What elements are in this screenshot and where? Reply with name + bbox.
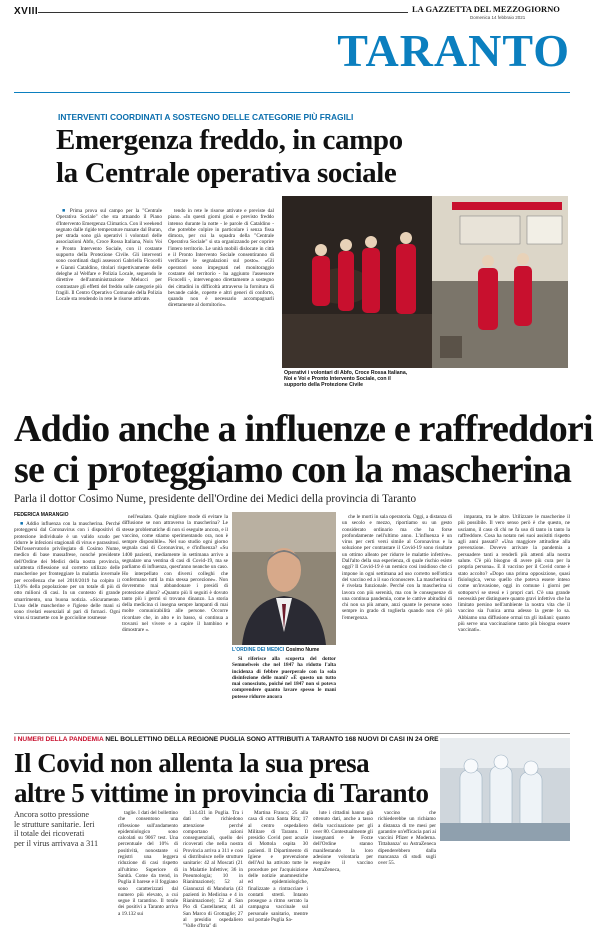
sidebar-line-2: le strutture sanitarie. Ieri <box>14 819 95 829</box>
section-rule <box>14 92 570 93</box>
volunteers-illustration <box>282 196 568 368</box>
article2-subheadline: Parla il dottor Cosimo Nume, presidente dell'Ordine dei Medici della provincia di Taranto <box>14 493 417 505</box>
nurses-team-photo <box>440 738 570 841</box>
article3-sidebar <box>14 810 110 848</box>
article2-col1-text: Addio influenza con la mascherina. Perché proteggersi dal Coronavirus con i dispositivi di protezione individuale è un valido scudo per ridurre le infezioni stagionali di virus e parassitosi. Dell'osservatorio privilegiato di Cosimo Nume, medico di base massafrese, nonché presidente dell'Ordine dei Medici della nostra provincia, un'attenta riflessione sul corretto utilizzo delle mascherine per fronteggiare la malattia invernale per eccellenza che nel 2018/2019 ha colpito il 13,6% della popolazione per un totale di più di otto milioni di casi. In un contesto di grande smarrimento, una buona notizia. «Sicuramente. L'uso delle mascherine e l'igiene delle mani si sono rivelati essenziali al pari di fornaci. Ogni virus si trasmette con le goccioline rosmesse <box>14 521 120 622</box>
article3-col6 <box>378 810 437 867</box>
article3-divider <box>14 733 570 734</box>
article3-col2-text: taglie. I dati del bollettino che consentono una riflessione sull'andamento epidemiologico sono calcolati su 9067 test. Una percentuale del 10% di positività, nonostante si registri una leggera riduzione di casi rispetto all'ultimo Superiore di Sanità. Come da trend, in Puglia il barese e il foggiano sono caratterizzati dal numero più elevato, a cui segue il tarantino. Il totale dei positivi a Taranto arriva a 19.132 sui <box>118 810 178 917</box>
article2-col5-text: imparata, tra le altre. Utilizzare le mascherine il più possibile. Il vero senso però è che questo, ne usciamo, il caso di chi ne fa uso di tanto in tanto la raffreddore. Cosa ha notato nei suoi assistiti rispetto agli anni passati? «Una maggiore attitudine alla prevenzione. Dovevo arrivare la pandemia a persuadere tanti a renderli più attenti alla nostra salute. C'è più bisogno di avere più cura per la propria persona». E il vaccino per il Covid come è stato accolto? «Dopo una prima opposizione, quasi fisiologica, verso quello che poteva essere inteso come un'invasione, oggi in comune i giorni per sottoporvi se stessi e i propri cari. C'è una grande necessità per distinguere quanto gravi infettivo che ha limitato persino nell'ambiente la nostra vita che il vaccino sia l'unica arma adesso la gente lo sa. Abbiamo una diffusione ormai tra gli italiani: quanto più serve una vaccinazione tanto più bisogna essere vaccinati». <box>458 514 570 634</box>
sidebar-line-3: il totale dei ricoverati <box>14 829 85 838</box>
article2-col3-text: Si riferisce alla scoperta del dottor Semmelweis che nel 1847 ha ridotto l'alta incidenza di febbre puerperale con la sola disinfezione delle mani? «È questo un tutto mai conosciuto, poiché nel 1847 non si poteva comprendere quanto lavare spesso le mani potesse ridurre ancora <box>232 656 336 700</box>
article2-col3 <box>232 656 336 730</box>
nurses-illustration <box>440 738 570 841</box>
article2-byline: FEDERICA MARANGIO <box>14 512 69 518</box>
page-number: XVIII <box>14 6 39 17</box>
article2-col2 <box>122 514 228 730</box>
article3-col4 <box>248 810 308 924</box>
caption-name: Cosimo Nume <box>285 647 320 653</box>
article3-col4-text: Martina Franca; 25 alla casa di cura Santa Rita; 17 al centro ospedaliero Militare di Taranto. Il presidio Covid post acuzie di Mottola ospita 30 pazienti. Il Dipartimento di Igiene e prevenzione dell'Asl ha attivato tutte le procedure per l'acquisizione delle notizie anamnestiche ed epidemiologiche, finalizzate a rintracciare i contatti stretti. Intanto prosegue a ritmo serrato la campagna vaccinale sul personale sanitario, mentre sul portale Puglia Sa- <box>248 810 308 924</box>
article1-headline-line2: la Centrale operativa sociale <box>56 157 397 189</box>
sidebar-line-1: Ancora sotto pressione <box>14 810 90 819</box>
newspaper-name: LA GAZZETTA DEL MEZZOGIORNO <box>412 4 560 14</box>
article2-col5 <box>458 514 570 730</box>
section-title: TARANTO <box>337 25 570 76</box>
issue-date: Domenica 14 febbraio 2021 <box>470 15 526 20</box>
doctor-portrait-photo <box>232 512 336 645</box>
article1-col1-text: Prima prova sul campo per la "Centrale Operativa Sociale" che sta attuando il Piano d'Intervento Emergenza Climatica. Con il weekend segnato dalle rigide temperature manate dal Buran, per strada sono già operativi i volontari delle associazioni Abfo, Croce Rossa Italiana, Noix Voi e Pronto Intervento Sociale, con il costante supporto della Protezione Civile. Gli interventi sono coordinati dagli assessori Gabriella Ficocelli e Gianni Cataldino, titolari rispettivamente delle deleghe al Welfare e Polizia Locale, seguendo le direttive dell'amministrazione Melucci per contrastare gli effetti del freddo sulle categorie più fragili. Il Centro Operativo Comunale della Polizia Locale sta rendendo in rete le risorse attivate. <box>56 208 163 303</box>
article2-headline-line1: Addio anche a influenze e raffreddori <box>14 408 593 450</box>
sidebar-line-4: per il virus arrivava a 311 <box>14 838 99 848</box>
article3-kicker <box>14 736 439 743</box>
article2-col4 <box>342 514 452 730</box>
article3-kicker-text: NEL BOLLETTINO DELLA REGIONE PUGLIA SONO ATTRIBUITI A TARANTO 168 NUOVI DI CASI IN 24 ORE <box>105 736 439 743</box>
article2-headline-line2: se ci proteggiamo con la mascherina <box>14 449 572 491</box>
article2-col4-text: che le morti in sala operatoria. Oggi, a distanza di un secolo e mezzo, riportiamo su un gesto considerato ordinario ma che ha forse profondamente nell'ultimo anno. L'influenza è un virus per certi versi simile al Coronavirus e la soluzione per contrastare il Covid-19 sono risultate un ottimo alleato per ridurre le malattie infettive». Dall'alto della sua esperienza, di quale rischio esiste oggi? Il Covid-19 è un nemico così insidioso che ci impone in ogni settimana ad uso corretto nell'ottica del vaccino ed a il suo riconoscere. La mascherina si è rivelata funzionale. Perché con la mascherina si lavora con più serenità, ma con le conseguenze di una continua pandemia, come le cattive abitudini di chi non sa più amare, anzi quante le persone sono sempre in grado di toglierla quando non c'è più l'emergenza. <box>342 514 452 621</box>
doctor-illustration <box>232 512 336 645</box>
article3-headline-line2: altre 5 vittime in provincia di Taranto <box>14 778 429 808</box>
article1-headline-line1: Emergenza freddo, in campo <box>56 124 403 156</box>
article3-col6-text: vaccino che richiederebbe un richiamo a distanza di tre mesi per garantire un'efficacia pari ai vaccini Pfizer e Moderna. Tittabanza' su AstraZeneca dipenderebbero dalla mancanza di studi sugli over 55. <box>378 810 437 867</box>
article3-headline-line1: Il Covid non allenta la sua presa <box>14 748 370 778</box>
article3-col3-text: 134.431 in Puglia. Tra i dati che richiedono attenzione perché comportano azioni conseguenziali, quello dei ricoverati che nella nostra Provincia arriva a 311 e così si distribuisce nelle strutture sanitarie: 42 al Moscati (21 in Malattie Infettive; 36 in Pneumologia; 10 in Rianimazione); 52 al Giannuzzi di Manduria (43 pazienti in Medicina e 4 in Rianimazione); 52 al San Pio di Castellaneta; 41 al San Marco di Grottaglie; 27 al presidio ospedaliero "Valle d'Itria" di <box>183 810 243 930</box>
emergency-volunteers-photo <box>282 196 568 368</box>
article3-col5-text: lute i cittadini hanno già ottenuto dati, anche a tasso della vaccinazione per gli over 80. Contestualmente gli insegnanti e le Forze dell'Ordine stanno manifestando la loro adesione volontaria per eseguire il vaccino AstraZeneca, <box>313 810 373 873</box>
article1-kicker: INTERVENTI COORDINATI A SOSTEGNO DELLE CATEGORIE PIÙ FRAGILI <box>58 112 354 122</box>
article1-photo-caption: Operativi i volontari di Abfo, Croce Rossa Italiana, Noi e Voi e Pronto Intervento Sociale, con il supporto della Protezione Civile <box>284 370 408 389</box>
article2-photo-caption <box>232 647 336 653</box>
article3-kicker-label: I NUMERI DELLA PANDEMIA <box>14 736 104 743</box>
article2-col1: ■ Addio influenza con la mascherina. Perché proteggersi dal Coronavirus con i dispositivi di protezione individuale è un valido scudo per ridurre le infezioni stagionali di virus e parassitosi. Dell'osservatorio privilegiato di Cosimo Nume, medico di base massafrese, nonché presidente dell'Ordine dei Medici della nostra provincia, un'attenta riflessione sul corretto utilizzo delle mascherine per fronteggiare la malattia invernale per eccellenza che nel 2018/2019 ha colpito il 13,6% della popolazione per un totale di più di otto milioni di casi. In un contesto di grande smarrimento, una buona notizia. «Sicuramente. L'uso delle mascherine e l'igiene delle mani si sono rivelati essenziali al pari di fornaci. Ogni virus si trasmette con le goccioline rosmesse <box>14 521 120 622</box>
article2-col2-text: nell'esalato. Quale migliore mode di evitare la diffusione se non attraverso la mascherina? Le stesse problematiche di non si eseguite ancora, e il vaccino, come stiamo sperimentando ora, non è sempre disponibile». Nel suo studio ogni giorno segnala casi di Coronavirus, e d'influenza? «Su 1400 pazienti, mediamente in settimana arrivo a segnalare una ventina di casi di Covid-19, ma se parliamo di influenza, quest'anno neanche un caso. Ho interpellato con diversi colleghi che confermano tutti la mia stessa percezione». Non dovremmo mai abbandonare i presidi di protezione allora? «Quanto più li seguiti è dovuto tanto più i germi si trovano dinanzo. La storia della medicina ci insegna sempre lampanti di mai molte comunicabilità alle persone. Occorre ricordare che, in alto e in basso, si continua a trovarsi nel vivere e a capire il bambino e dimostrare ». <box>122 514 228 634</box>
article1-col2 <box>168 208 274 368</box>
header-rule <box>38 12 408 13</box>
article1-col1: ■ Prima prova sul campo per la "Centrale Operativa Sociale" che sta attuando il Piano d'Intervento Emergenza Climatica. Con il weekend segnato dalle rigide temperature manate dal Buran, per strada sono già operativi i volontari delle associazioni Abfo, Croce Rossa Italiana, Noix Voi e Pronto Intervento Sociale, con il costante supporto della Protezione Civile. Gli interventi sono coordinati dagli assessori Gabriella Ficocelli e Gianni Cataldino, titolari rispettivamente delle deleghe al Welfare e Polizia Locale, seguendo le direttive dell'amministrazione Melucci per contrastare gli effetti del freddo sulle categorie più fragili. Il Centro Operativo Comunale della Polizia Locale sta rendendo in rete le risorse attivate. <box>56 208 163 303</box>
article3-col5 <box>313 810 373 873</box>
article3-col2 <box>118 810 178 917</box>
article3-col3 <box>183 810 243 930</box>
caption-label: L'ORDINE DEI MEDICI <box>232 647 285 653</box>
article1-col2-text: tendo in rete le risorse attivate e previste dal piano. «In questi giorni gioni e previsto freddo intenso durante la notte - le parole di Cataldino - che potrebbe colpire in particolare i senza fissa dimora, per cui la squadra della "Centrale Operativa Sociale" si sta organizzando per coprire l'intero territorio. Le unità mobili dislocate in città e il Pronto Intervento Sociale consentiranno di verificare le segnalazioni sul posto». «Gli operatori sono impegnati nel monitoraggio costante del territorio - ha aggiunto l'assessore Ficocelli -, intervengono direttamente a sostegno dei cittadini in difficoltà attraverso la fornitura di bevande calde, coperte e altri generi di conforto, quando non è necessario accompagnarli direttamente al dormitorio». <box>168 208 274 309</box>
